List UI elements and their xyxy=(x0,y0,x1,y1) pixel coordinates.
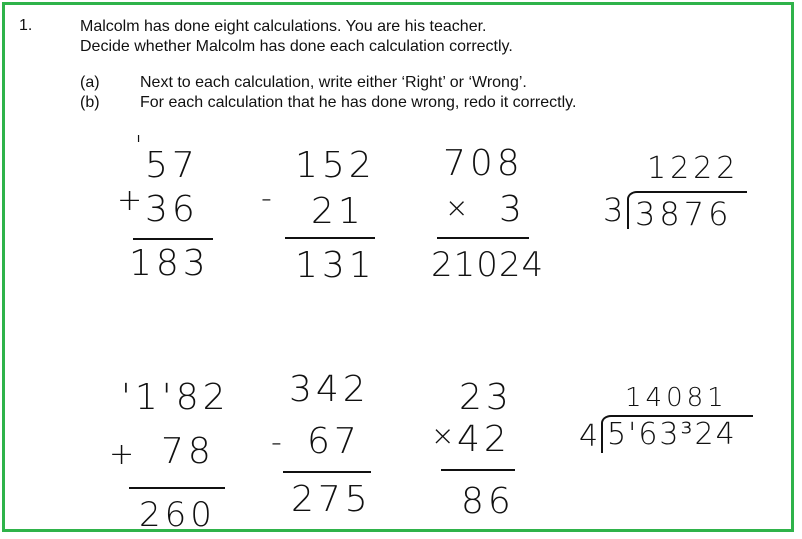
calc-1-top: 57 xyxy=(145,145,199,186)
calc-7-second: 42 xyxy=(457,419,511,460)
calc-2-answer: 131 xyxy=(295,245,376,286)
calc-6-operator: - xyxy=(271,425,286,460)
calc-7-rule xyxy=(441,469,515,471)
calc-6-second: 67 xyxy=(307,421,361,462)
calc-5-answer: 260 xyxy=(139,495,216,535)
part-b-label: (b) xyxy=(80,94,100,111)
calc-3-rule xyxy=(437,237,529,239)
carry-mark: ' xyxy=(135,131,147,161)
calc-8-quotient: 14081 xyxy=(625,383,728,413)
calc-5-second: 78 xyxy=(161,431,215,472)
question-line-2: Decide whether Malcolm has done each calculation correctly. xyxy=(80,38,513,55)
calc-4-dividend: 3876 xyxy=(635,195,733,233)
calc-5-top: '1'82 xyxy=(121,377,230,418)
calc-7-operator: × xyxy=(431,419,459,452)
question-frame xyxy=(2,2,794,535)
calc-7-top: 23 xyxy=(459,377,513,418)
calc-2-rule xyxy=(285,237,375,239)
calc-1-operator: + xyxy=(117,183,147,218)
question-line-1: Malcolm has done eight calculations. You are his teacher. xyxy=(80,18,487,35)
calc-4-divisor: 3 xyxy=(603,191,628,229)
calc-7-answer: 86 xyxy=(461,481,515,522)
calc-5-rule xyxy=(129,487,225,489)
calc-2-operator: - xyxy=(261,181,276,216)
calc-3-operator: × xyxy=(445,191,473,224)
part-b-text: For each calculation that he has done wrong, redo it correctly. xyxy=(140,94,577,111)
calc-4-quotient: 1222 xyxy=(647,151,740,186)
calc-3-second: 3 xyxy=(499,189,526,230)
calc-8-divisor: 4 xyxy=(579,419,603,454)
part-a-label: (a) xyxy=(80,74,100,91)
calc-6-top: 342 xyxy=(289,369,370,410)
calc-3-top: 708 xyxy=(443,143,524,184)
calc-3-answer: 21024 xyxy=(431,245,545,285)
calc-8-dividend: 5'63³24 xyxy=(607,417,737,452)
calc-5-operator: + xyxy=(109,437,139,472)
question-text xyxy=(80,17,513,57)
calc-1-answer: 183 xyxy=(129,243,210,284)
calc-6-answer: 275 xyxy=(291,479,372,520)
part-a-text: Next to each calculation, write either ‘Right’ or ‘Wrong’. xyxy=(140,74,527,91)
calc-1-second: 36 xyxy=(145,189,199,230)
calc-1-rule xyxy=(133,238,213,240)
calc-2-second: 21 xyxy=(311,191,365,232)
calc-6-rule xyxy=(283,471,371,473)
question-number: 1. xyxy=(19,17,33,34)
calc-2-top: 152 xyxy=(295,145,376,186)
